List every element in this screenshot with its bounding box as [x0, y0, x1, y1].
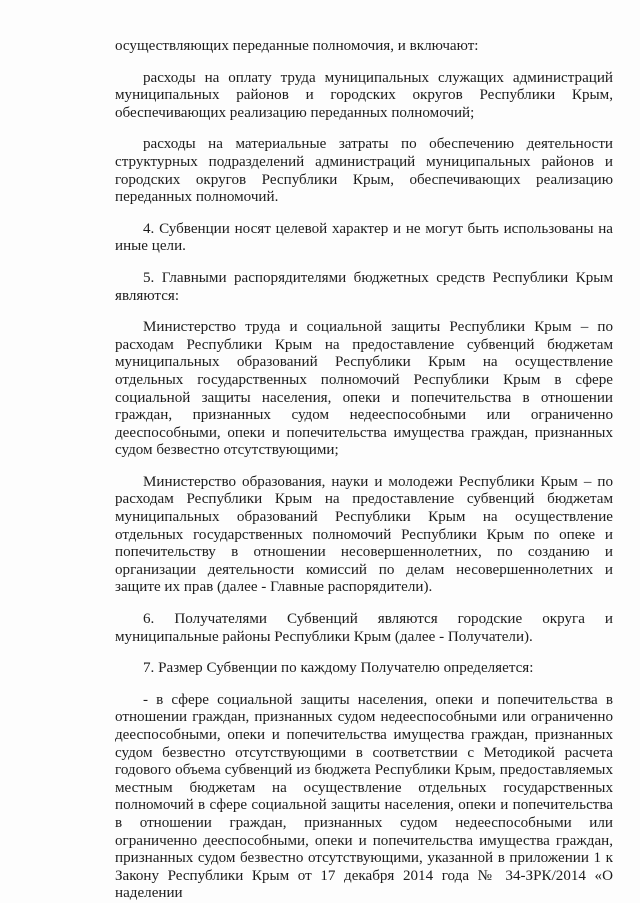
paragraph-item-6: 6. Получателями Субвенций являются городские округа и муниципальные районы Республики Крым (далее - Получатели). [115, 611, 613, 645]
paragraph-continuation: осуществляющих переданные полномочия, и включают: [115, 38, 479, 54]
paragraph-item-4: 4. Субвенции носят целевой характер и не могут быть использованы на иные цели. [115, 220, 613, 255]
paragraph-ministry-education: Министерство образования, науки и молодежи Республики Крым – по расходам Республики Крым на предоставление субвенций бюджетам муниципальных образований Республики Крым на осуществление отдельных государственных полномочий Республики Крым по опеке и попечительству в отношении несовершеннолетних, по созданию и организации деятельности комиссий по делам несовершеннолетних и защите их прав (далее - Главные распорядители). [115, 473, 613, 596]
paragraph-item-7-social: - в сфере социальной защиты населения, опеки и попечительства в отношении граждан, признанных судом недееспособными или ограниченно дееспособными, опеки и попечительства имущества граждан, признанных судом безвестно отсутствующими в соответствии с Методикой расчета годового объема субвенций из бюджета Республики Крым, предоставляемых местным бюджетам на осуществление отдельных государственных полномочий в сфере социальной защиты населения, опеки и попечительства в отношении граждан, признанных судом недееспособными или ограниченно дееспособными, опеки и попечительства имущества граждан, признанных судом безвестно отсутствующими, указанной в приложении 1 к Закону Республики Крым от 17 декабря 2014 года № 34-ЗРК/2014 «О наделении [115, 691, 613, 902]
paragraph-material-costs: расходы на материальные затраты по обеспечению деятельности структурных подразделений администраций муниципальных районов и городских округов Республики Крым, обеспечивающих реализацию переданных полномочий. [115, 136, 613, 206]
paragraph-item-7: 7. Размер Субвенции по каждому Получателю определяется: [143, 660, 534, 677]
paragraph-ministry-labor: Министерство труда и социальной защиты Республики Крым – по расходам Республики Крым на предоставление субвенций бюджетам муниципальных образований Республики Крым на осуществление отдельных государственных полномочий Республики Крым в сфере социальной защиты населения, опеки и попечительства в отношении граждан, признанных судом недееспособными или ограниченно дееспособными, опеки и попечительства имущества граждан, признанных судом безвестно отсутствующими; [115, 319, 613, 459]
document-page [115, 38, 613, 903]
paragraph-item-5: 5. Главными распорядителями бюджетных средств Республики Крым являются: [115, 269, 613, 304]
paragraph-labor-costs: расходы на оплату труда муниципальных служащих администраций муниципальных районов и городских округов Республики Крым, обеспечивающих реализацию переданных полномочий; [115, 69, 613, 121]
